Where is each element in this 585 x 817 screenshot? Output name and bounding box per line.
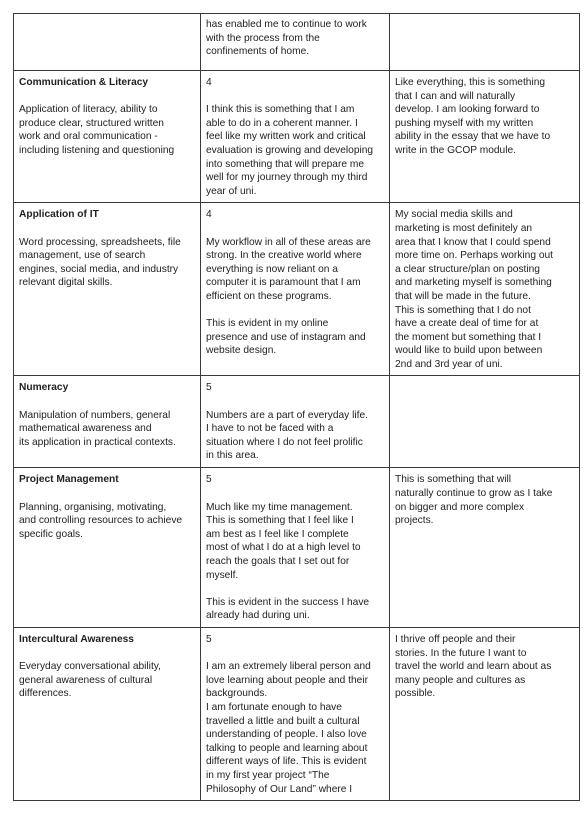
development-cell	[390, 203, 580, 376]
skill-score: 5	[206, 634, 212, 645]
reflection-text: I think this is something that I am able to do in a coherent manner. I feel like my written work and critical evaluation is growing and developing into something that will prepare me well for my journey through my third year of uni.	[206, 104, 374, 197]
skill-title: Communication & Literacy	[19, 77, 149, 88]
skill-title: Intercultural Awareness	[19, 634, 134, 645]
skill-title: Numeracy	[19, 382, 69, 394]
table-row	[14, 468, 580, 628]
table-row	[14, 71, 580, 203]
development-cell	[390, 468, 580, 628]
table-row	[14, 376, 580, 468]
skill-description: Word processing, spreadsheets, file management, use of search engines, social media, and industry relevant digital skills.	[19, 236, 181, 289]
development-cell	[390, 376, 580, 468]
development-text: I thrive off people and their stories. In the future I want to travel the world and learn about as many people and cultures as possible.	[395, 634, 552, 700]
table-row	[14, 203, 580, 376]
skill-cell	[14, 628, 201, 801]
reflection-evidence: This is evident in the success I have already had during uni.	[206, 596, 370, 622]
development-cell	[390, 71, 580, 203]
skill-cell	[14, 376, 201, 468]
rating-cell	[201, 376, 390, 468]
reflection-text: has enabled me to continue to work with the process from the confinements of home.	[206, 19, 367, 58]
skills-reflection-page	[13, 13, 571, 803]
skill-title: Application of IT	[19, 209, 99, 221]
reflection-text: I am an extremely liberal person and love learning about people and their backgrounds. I am fortunate enough to have travelled a little and built a cultural understanding of people. I also love talking to people and learning about different ways of life. This is evident in my first year project “The Philosophy of Our Land” where I	[206, 661, 371, 795]
skill-description: Everyday conversational ability, general awareness of cultural differences.	[19, 661, 161, 700]
development-cell	[390, 14, 580, 71]
skill-cell	[14, 203, 201, 376]
skill-cell	[14, 71, 201, 203]
skill-score: 4	[206, 209, 212, 221]
rating-cell	[201, 468, 390, 628]
development-cell	[390, 628, 580, 801]
reflection-text: Numbers are a part of everyday life. I have to not be faced with a situation where I do not feel prolific in this area.	[206, 409, 368, 462]
skills-table	[13, 13, 580, 801]
skill-description: Manipulation of numbers, general mathematical awareness and its application in practical contexts.	[19, 409, 176, 448]
skill-score: 4	[206, 77, 212, 88]
rating-cell	[201, 14, 390, 71]
reflection-text: My workflow in all of these areas are strong. In the creative world where everything is now reliant on a computer it is paramount that I am efficient on these programs.	[206, 236, 371, 302]
development-text: My social media skills and marketing is most definitely an area that I know that I could spend more time on. Perhaps working out a clear structure/plan on posting and marketing myself is something that will be made in the future. This is something that I do not have a create deal of time for at the moment but something that I would like to build upon between 2nd and 3rd year of uni.	[395, 209, 553, 370]
table-row	[14, 14, 580, 71]
reflection-evidence: This is evident in my online presence and use of instagram and website design.	[206, 318, 366, 357]
skill-cell	[14, 14, 201, 71]
skill-description: Application of literacy, ability to produce clear, structured written work and oral communication - including listening and questioning	[19, 104, 175, 156]
rating-cell	[201, 71, 390, 203]
rating-cell	[201, 628, 390, 801]
development-text: This is something that will naturally continue to grow as I take on bigger and more complex projects.	[395, 474, 553, 527]
table-row	[14, 628, 580, 801]
skill-score: 5	[206, 474, 212, 486]
reflection-text: Much like my time management. This is something that I feel like I am best as I feel like I complete most of what I do at a high level to reach the goals that I set out for myself.	[206, 501, 361, 581]
skill-score: 5	[206, 382, 212, 394]
development-text: Like everything, this is something that I can and will naturally develop. I am looking forward to pushing myself with my written ability in the essay that we have to write in the GCOP module.	[395, 77, 551, 156]
skill-description: Planning, organising, motivating, and controlling resources to achieve specific goals.	[19, 501, 183, 540]
skill-cell	[14, 468, 201, 628]
rating-cell	[201, 203, 390, 376]
skill-title: Project Management	[19, 474, 119, 486]
